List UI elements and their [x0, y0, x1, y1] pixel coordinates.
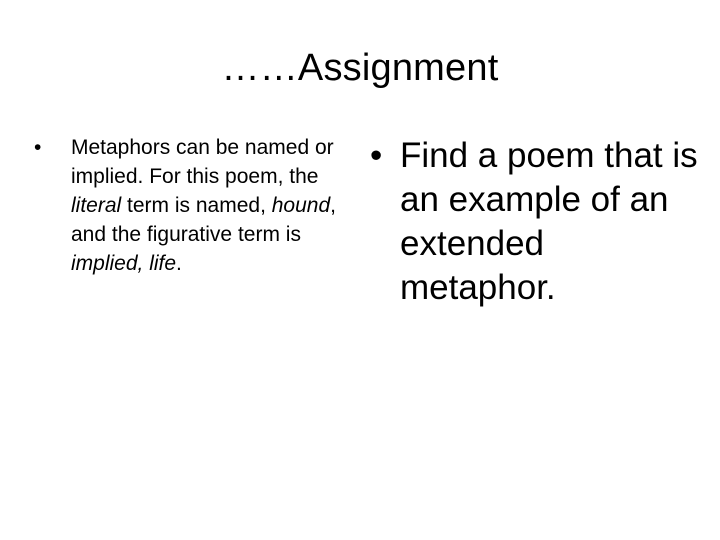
right-column [370, 134, 700, 310]
bullet-icon: • [370, 136, 383, 175]
left-bullet-item [30, 133, 340, 278]
right-bullet-item [370, 134, 700, 310]
left-bullet-text-segment: term is named, [121, 194, 272, 217]
right-bullet-text: Find a poem that is an example of an extended metaphor. [400, 136, 698, 307]
hound-term-italic: hound [271, 194, 331, 217]
left-bullet-text-segment: , and the figurative term is [71, 194, 336, 246]
left-column [30, 133, 340, 278]
left-bullet-text-segment: Metaphors can be named or implied. For this poem, the [71, 136, 334, 188]
implied-life-italic: implied, life [71, 252, 177, 275]
literal-term-italic: literal [71, 194, 122, 217]
left-bullet-text-segment: . [176, 252, 182, 275]
bullet-icon: • [34, 136, 42, 159]
slide-title: ……Assignment [221, 47, 499, 89]
